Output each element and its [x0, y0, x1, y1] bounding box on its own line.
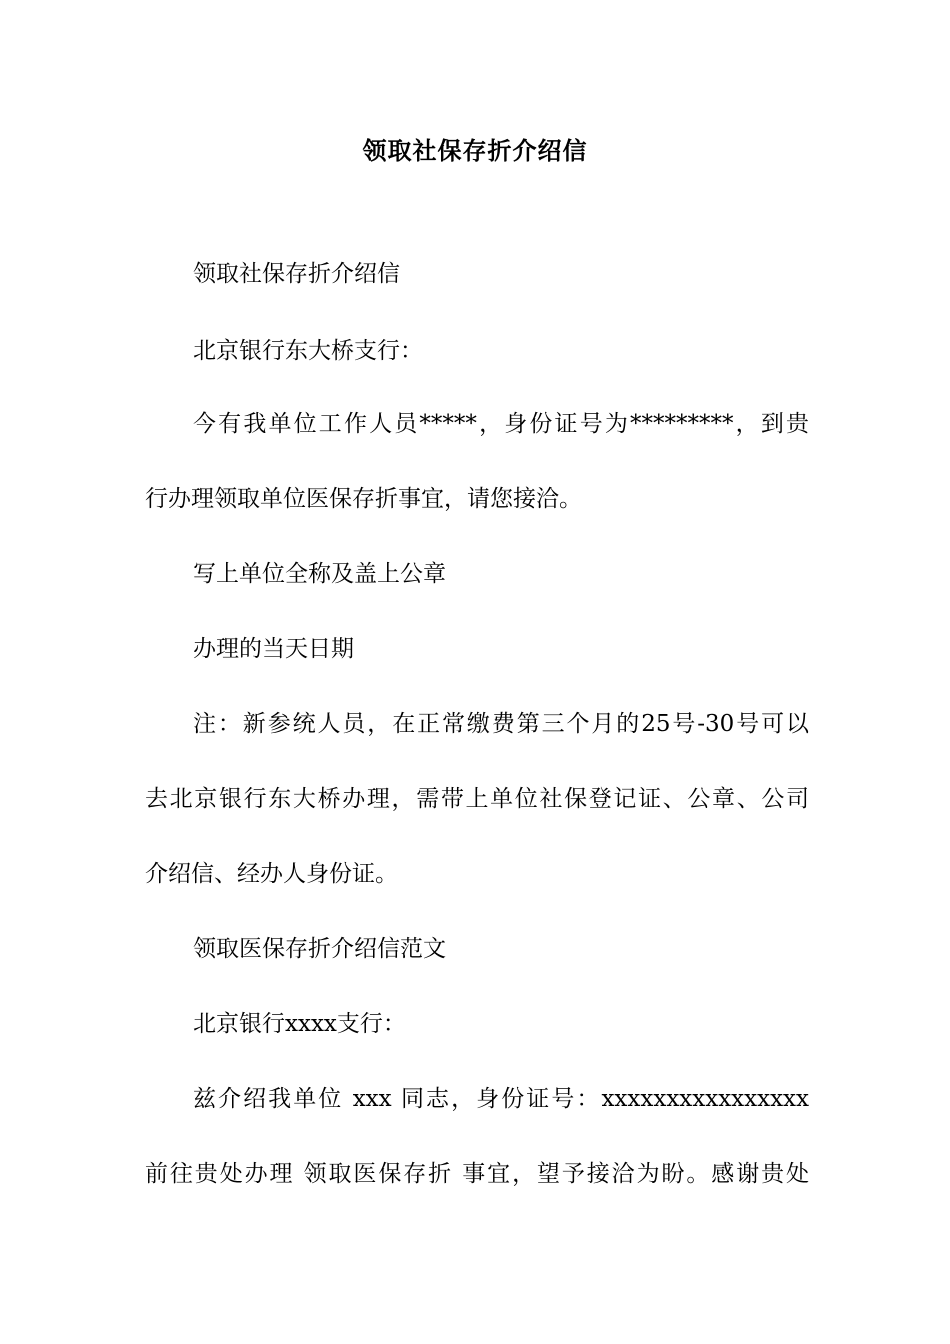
- sample-body-line: 兹介绍我单位 xxx 同志，身份证号：xxxxxxxxxxxxxxxx: [193, 1086, 809, 1112]
- instruction-line: 办理的当天日期: [193, 636, 354, 662]
- note-line: 去北京银行东大桥办理，需带上单位社保登记证、公章、公司: [145, 786, 809, 812]
- instruction-line: 写上单位全称及盖上公章: [193, 561, 446, 587]
- note-line: 介绍信、经办人身份证。: [145, 861, 398, 887]
- sample-salutation: 北京银行xxxx支行：: [193, 1011, 406, 1037]
- paragraph-heading: 领取社保存折介绍信: [193, 261, 400, 287]
- salutation: 北京银行东大桥支行：: [193, 338, 423, 364]
- sample-body-line: 前往贵处办理 领取医保存折 事宜，望予接洽为盼。感谢贵处: [145, 1161, 809, 1187]
- body-line: 今有我单位工作人员*****，身份证号为*********，到贵: [193, 411, 809, 437]
- document-title: 领取社保存折介绍信: [362, 137, 588, 165]
- note-line: 注：新参统人员，在正常缴费第三个月的25号-30号可以: [193, 711, 809, 737]
- body-line: 行办理领取单位医保存折事宜，请您接洽。: [145, 486, 582, 512]
- sample-heading: 领取医保存折介绍信范文: [193, 936, 446, 962]
